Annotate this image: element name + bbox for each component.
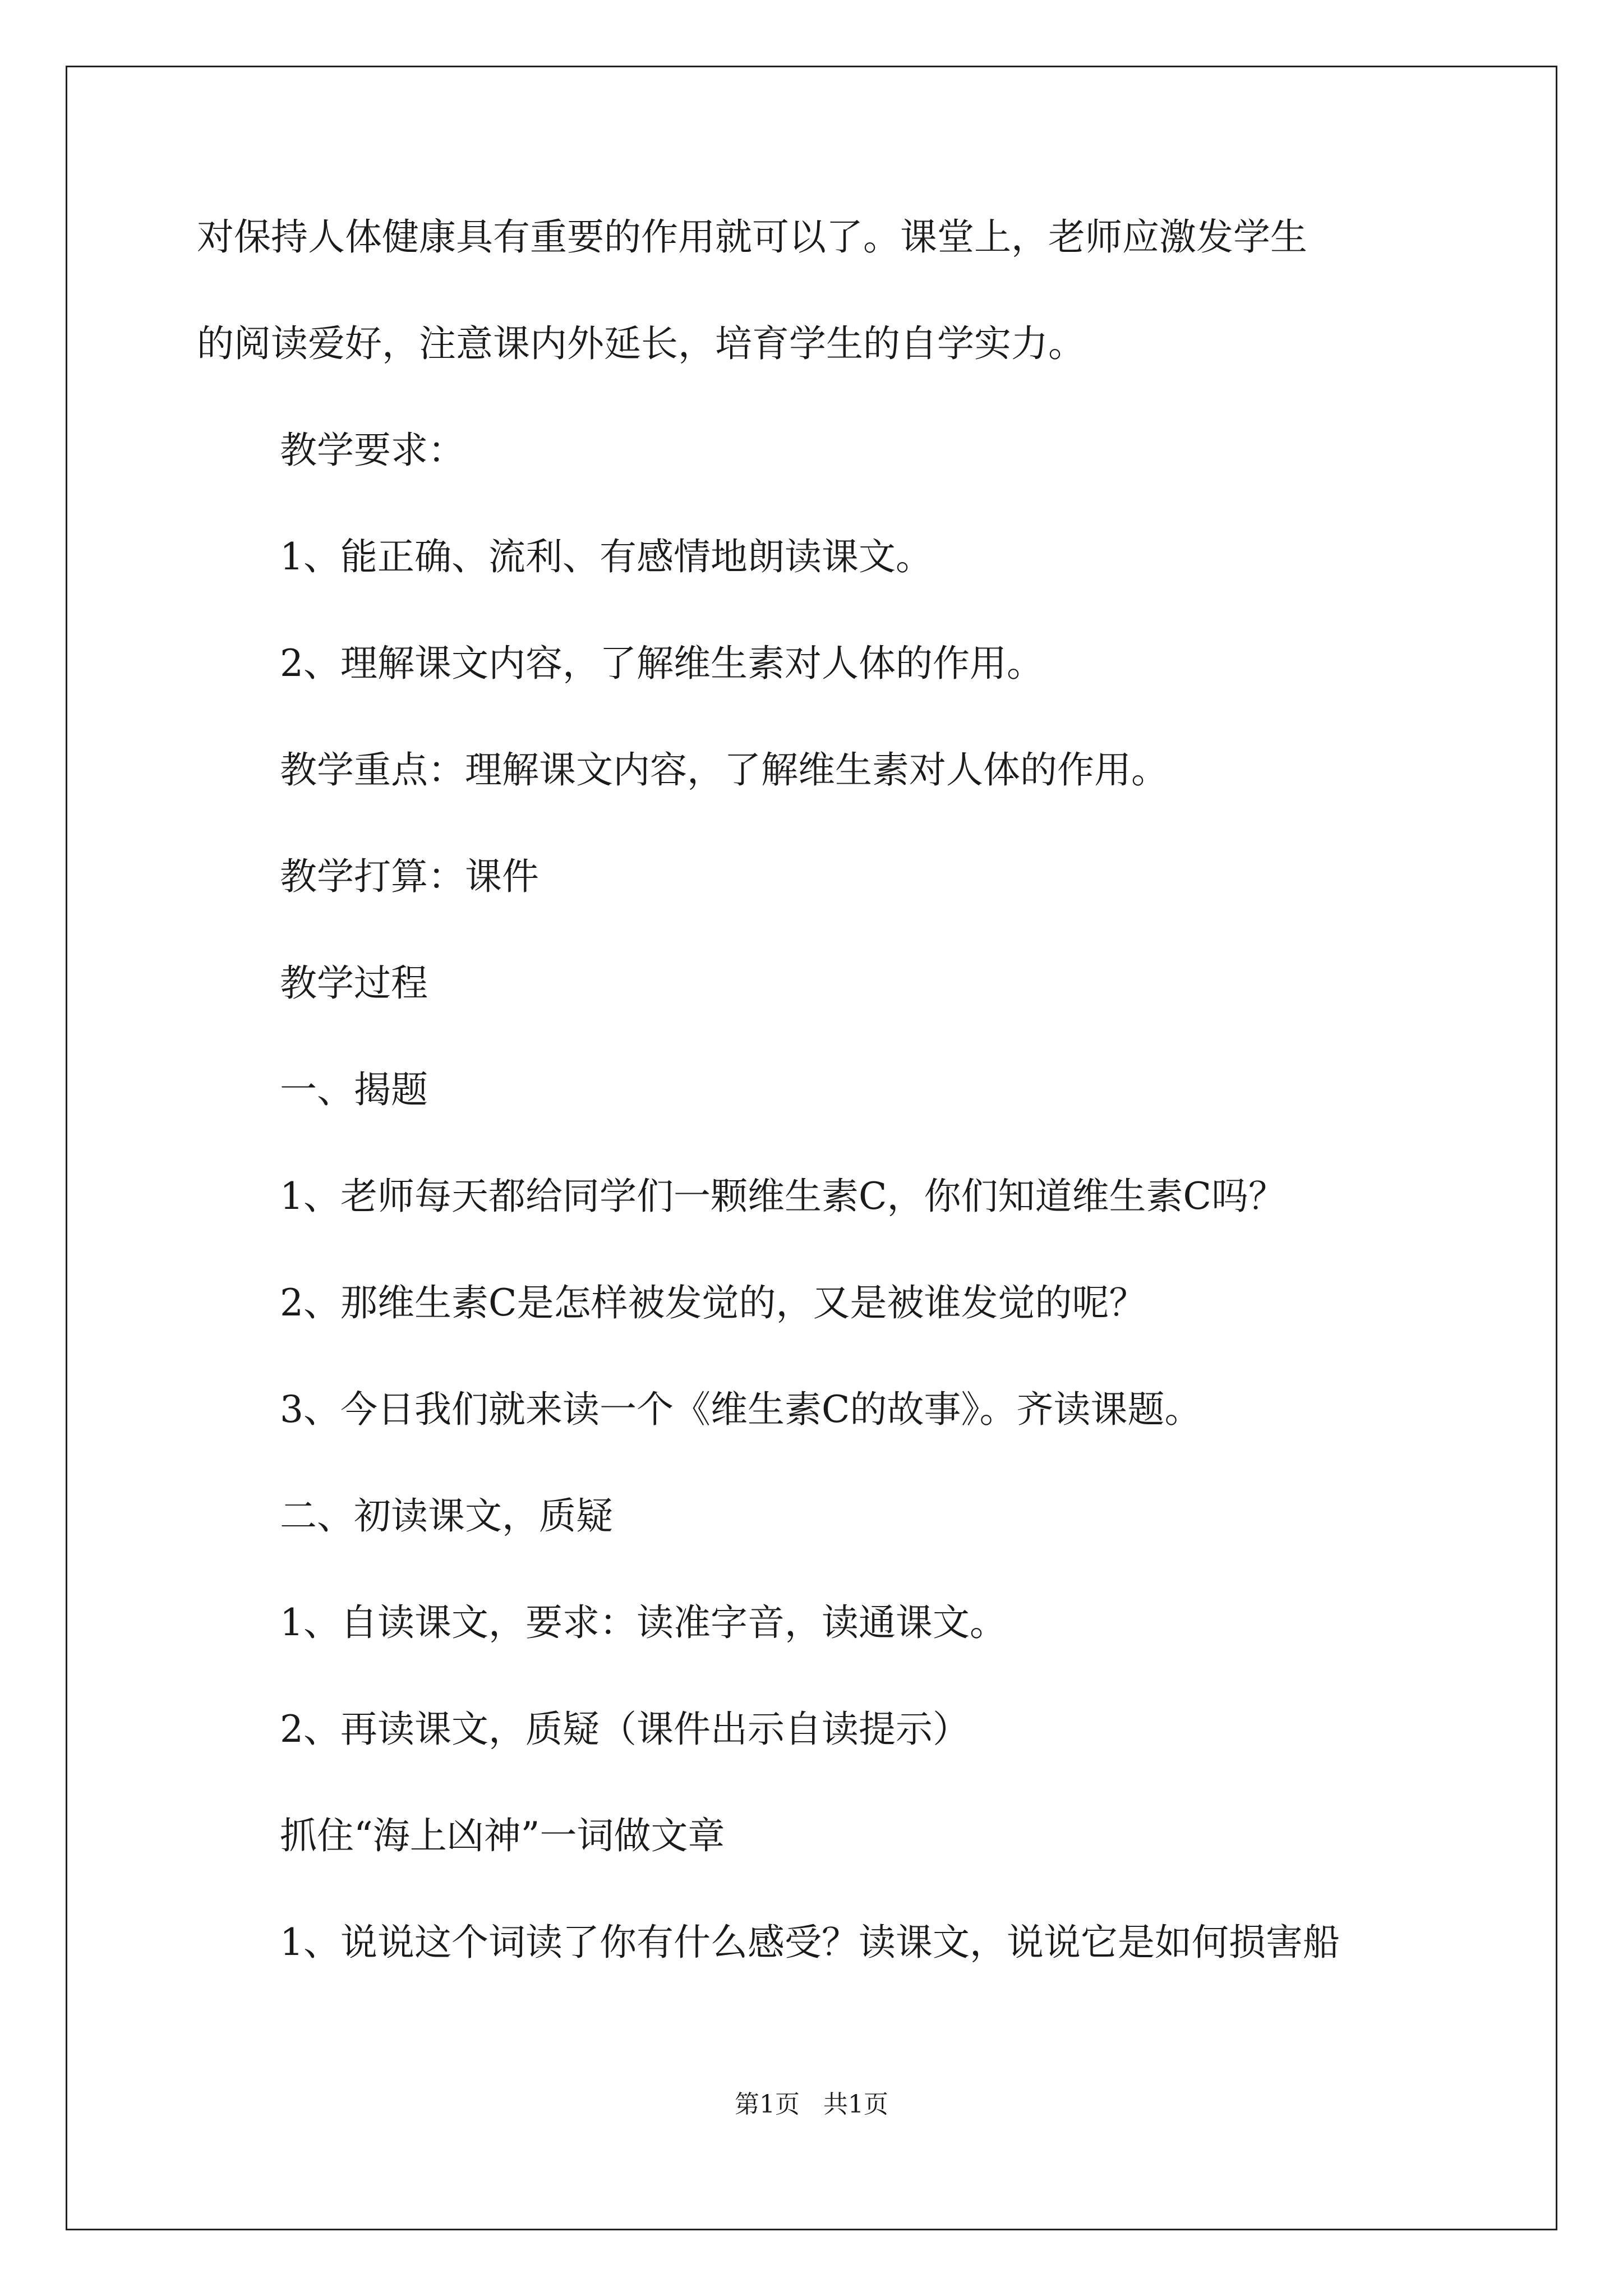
paragraph-line: 对保持人体健康具有重要的作用就可以了。课堂上，老师应激发学生 <box>197 215 1307 259</box>
page-border <box>66 66 1557 2230</box>
section-heading: 一、揭题 <box>280 1068 428 1111</box>
paragraph-line: 的阅读爱好，注意课内外延长，培育学生的自学实力。 <box>197 322 1085 365</box>
list-item: 3、今日我们就来读一个《维生素C的故事》。齐读课题。 <box>280 1388 1202 1431</box>
paragraph-line: 抓住“海上凶神”一词做文章 <box>280 1814 725 1857</box>
section-heading: 二、初读课文，质疑 <box>280 1494 613 1538</box>
paragraph-line: 教学重点：理解课文内容，了解维生素对人体的作用。 <box>280 748 1168 792</box>
list-item: 1、自读课文，要求：读准字音，读通课文。 <box>280 1601 1007 1644</box>
section-heading: 教学要求： <box>280 429 465 472</box>
list-item: 2、理解课文内容，了解维生素对人体的作用。 <box>280 642 1044 685</box>
section-heading: 教学过程 <box>280 961 428 1005</box>
list-item: 1、老师每天都给同学们一颗维生素C，你们知道维生素C吗？ <box>280 1175 1285 1218</box>
page-footer: 第1页 共1页 <box>735 2090 888 2119</box>
list-item: 2、再读课文，质疑（课件出示自读提示） <box>280 1708 970 1751</box>
list-item: 1、说说这个词读了你有什么感受？读课文，说说它是如何损害船 <box>280 1921 1340 1964</box>
list-item: 2、那维生素C是怎样被发觉的，又是被谁发觉的呢？ <box>280 1281 1146 1324</box>
paragraph-line: 教学打算：课件 <box>280 855 539 898</box>
list-item: 1、能正确、流利、有感情地朗读课文。 <box>280 535 933 578</box>
